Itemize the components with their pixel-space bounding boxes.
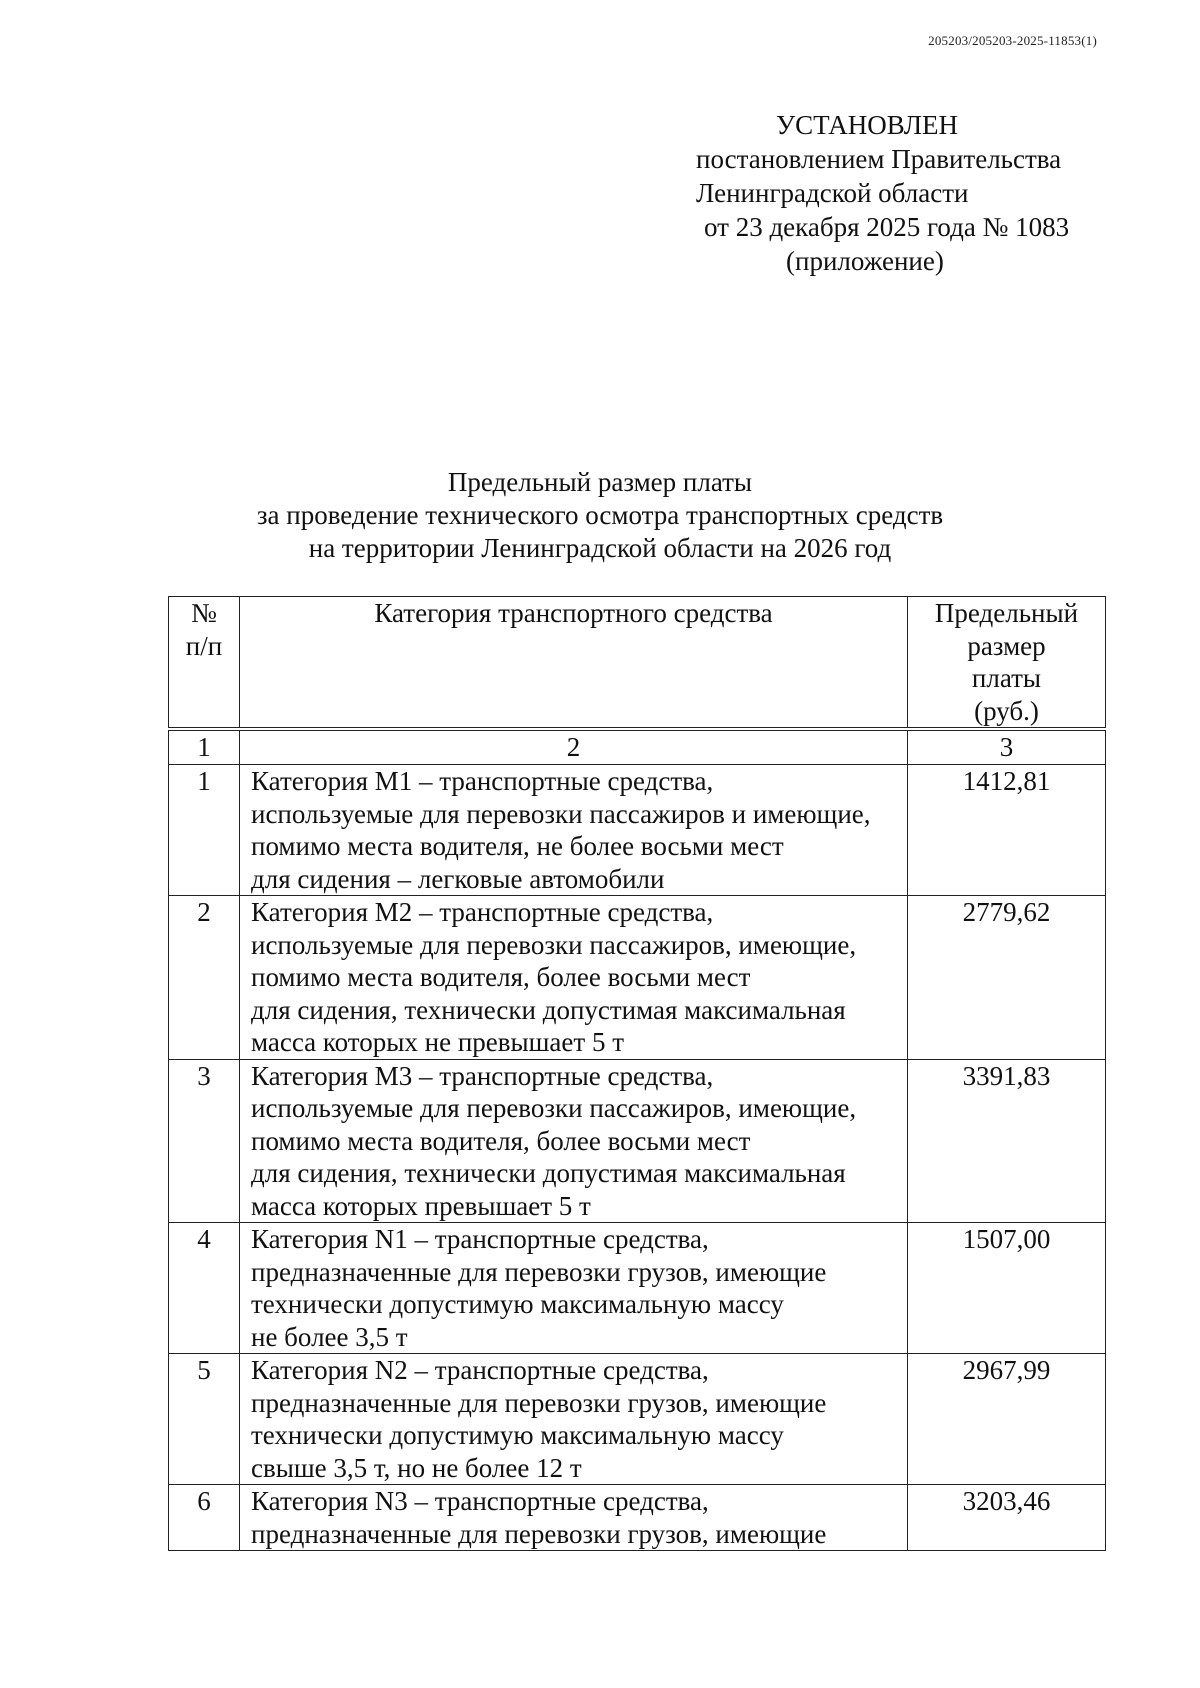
column-index: 3 [908, 729, 1106, 765]
category-line: используемые для перевозки пассажиров, имеющие, [251, 929, 857, 960]
column-index: 1 [169, 729, 240, 765]
category-line: предназначенные для перевозки грузов, имеющие [251, 1387, 827, 1418]
category-line: помимо места водителя, более восьми мест [251, 1125, 751, 1156]
category-line: помимо места водителя, более восьми мест [251, 962, 751, 992]
row-fee: 1412,81 [908, 765, 1106, 896]
table-row [169, 765, 1106, 896]
table-row [169, 1485, 1106, 1551]
document-title [0, 466, 1200, 565]
category-line: используемые для перевозки пассажиров и имеющие, [251, 798, 871, 829]
category-line: Категория М2 – транспортные средства, [251, 897, 714, 927]
row-number: 2 [169, 896, 240, 1060]
row-fee: 2967,99 [908, 1354, 1106, 1485]
document-title-line: за проведение технического осмотра транспортных средств [256, 500, 944, 530]
header-number-line: п/п [185, 630, 223, 661]
row-fee: 2779,62 [908, 896, 1106, 1060]
document-title-line: на территории Ленинградской области на 2026 год [308, 533, 892, 563]
category-line: Категория N2 – транспортные средства, [251, 1355, 709, 1385]
column-index-row [169, 729, 1106, 765]
category-line: помимо места водителя, не более восьми мест [251, 831, 784, 861]
category-line: для сидения, технически допустимая максимальная [251, 994, 846, 1025]
approval-region: Ленинградской области [696, 178, 969, 208]
column-index: 2 [240, 729, 908, 765]
category-line: для сидения, технически допустимая максимальная [251, 1158, 846, 1188]
category-line: используемые для перевозки пассажиров, имеющие, [251, 1093, 857, 1123]
table-header-row [169, 597, 1106, 730]
table-row [169, 1223, 1106, 1354]
approval-basis: постановлением Правительства [696, 144, 1062, 174]
category-line: Категория М1 – транспортные средства, [251, 766, 714, 796]
row-number: 3 [169, 1059, 240, 1223]
fee-table-body [169, 765, 1106, 1551]
header-fee-line: Предельный [934, 598, 1079, 628]
category-line: предназначенные для перевозки грузов, имеющие [251, 1256, 827, 1287]
row-number: 1 [169, 765, 240, 896]
category-line: Категория N1 – транспортные средства, [251, 1224, 709, 1254]
category-line: предназначенные для перевозки грузов, имеющие [251, 1518, 827, 1549]
row-category [240, 765, 908, 896]
fee-table [168, 596, 1106, 1551]
document-title-line: Предельный размер платы [447, 467, 753, 497]
row-category [240, 1485, 908, 1551]
table-row [169, 1059, 1106, 1223]
table-row [169, 896, 1106, 1060]
row-category [240, 896, 908, 1060]
header-fee-line: размер [967, 630, 1046, 661]
row-number: 4 [169, 1223, 240, 1354]
category-line: Категория М3 – транспортные средства, [251, 1060, 714, 1091]
row-number: 6 [169, 1485, 240, 1551]
row-category [240, 1223, 908, 1354]
table-row [169, 1354, 1106, 1485]
header-number [169, 597, 240, 730]
category-line: не более 3,5 т [251, 1321, 408, 1352]
header-fee-line: (руб.) [974, 695, 1039, 726]
document-id: 205203/205203-2025-11853(1) [928, 33, 1097, 48]
row-category [240, 1059, 908, 1223]
approval-appendix: (приложение) [786, 246, 944, 276]
header-number-line: № [191, 598, 217, 628]
header-fee-line: платы [971, 663, 1042, 693]
row-fee: 3203,46 [908, 1485, 1106, 1551]
category-line: технически допустимую максимальную массу [251, 1420, 784, 1450]
approval-block [688, 108, 1088, 278]
approval-title: УСТАНОВЛЕН [776, 110, 959, 140]
header-category-text: Категория транспортного средства [374, 598, 773, 628]
approval-date-number: от 23 декабря 2025 года № 1083 [704, 212, 1070, 242]
category-line: для сидения – легковые автомобили [251, 863, 665, 894]
category-line: Категория N3 – транспортные средства, [251, 1486, 709, 1516]
row-number: 5 [169, 1354, 240, 1485]
row-fee: 3391,83 [908, 1059, 1106, 1223]
category-line: масса которых превышает 5 т [251, 1190, 591, 1221]
header-fee [908, 597, 1106, 730]
row-category [240, 1354, 908, 1485]
row-fee: 1507,00 [908, 1223, 1106, 1354]
header-category [240, 597, 908, 730]
category-line: технически допустимую максимальную массу [251, 1289, 784, 1319]
category-line: свыше 3,5 т, но не более 12 т [251, 1452, 582, 1483]
category-line: масса которых не превышает 5 т [251, 1027, 625, 1057]
